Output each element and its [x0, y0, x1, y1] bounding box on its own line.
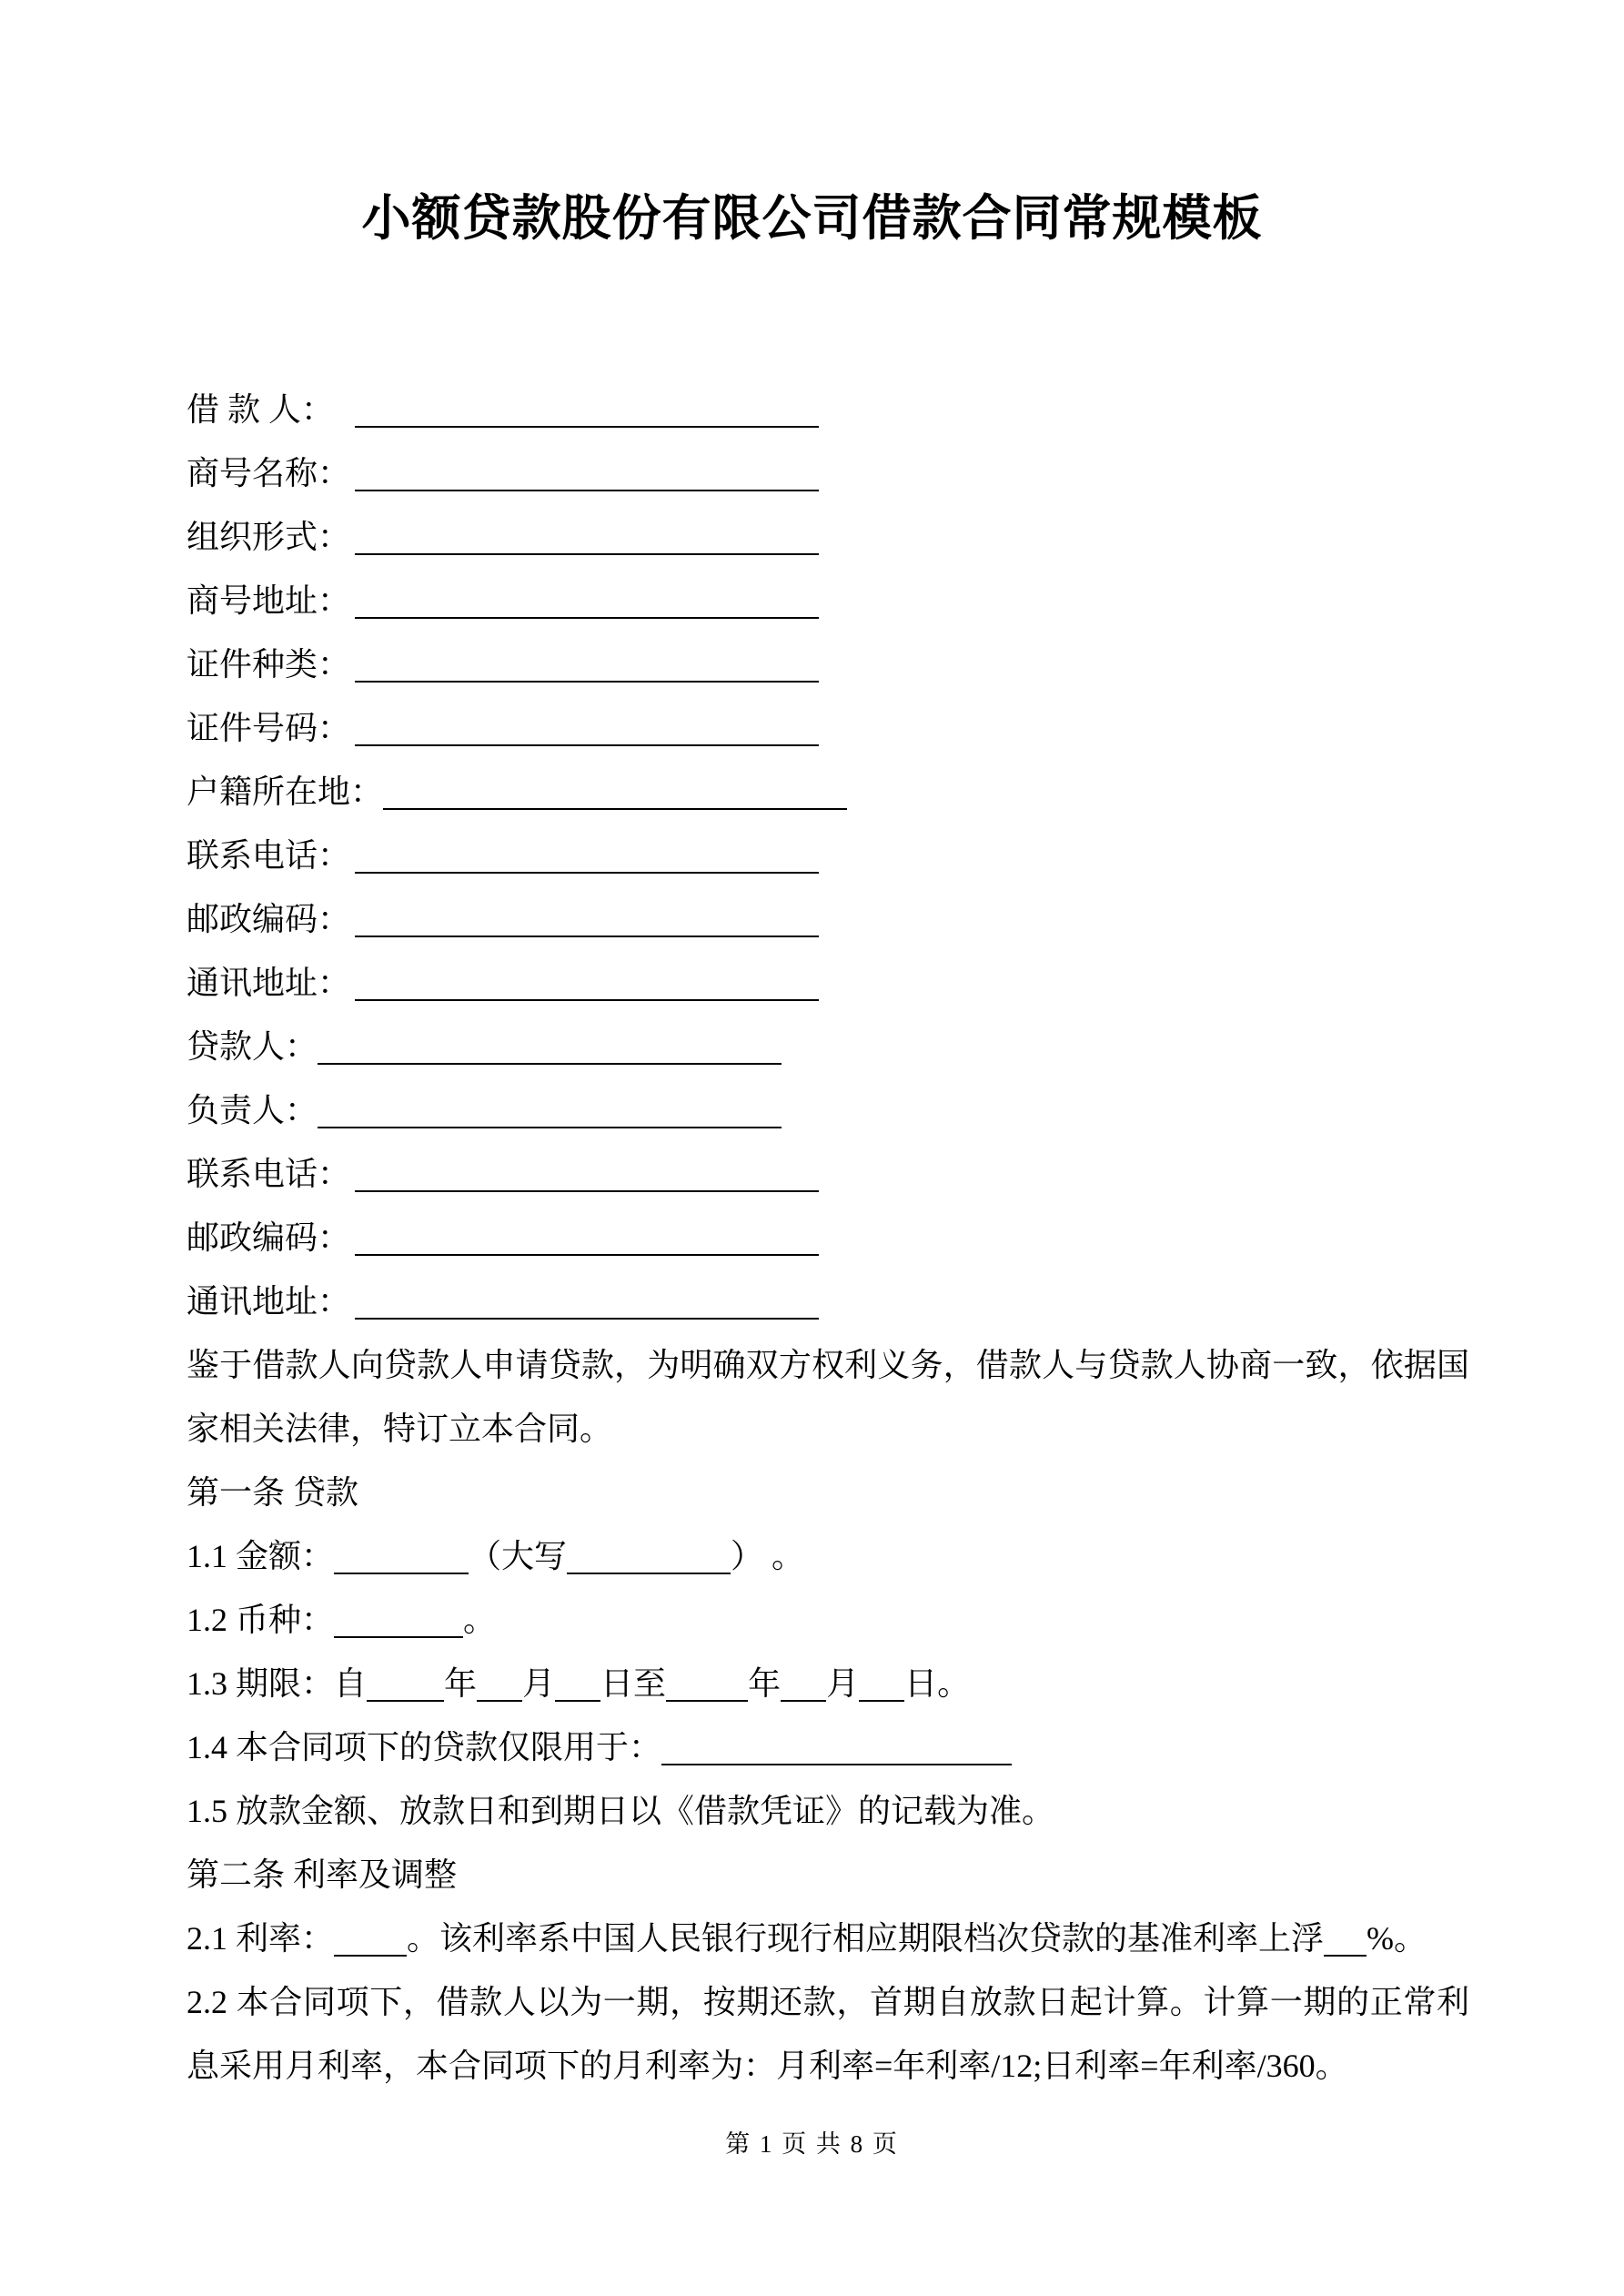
field-blank-line [355, 399, 819, 428]
field-label: 邮政编码： [187, 1219, 351, 1256]
field-blank-line [355, 1290, 819, 1320]
clause-text: 。 [463, 1602, 497, 1638]
clause-text: 日至 [600, 1665, 667, 1702]
blank-line [367, 1673, 444, 1702]
form-field-id-number [187, 696, 1469, 760]
field-label: 户籍所在地： [187, 774, 384, 810]
field-blank-line [318, 1036, 782, 1065]
clause-text: 月 [826, 1665, 860, 1702]
clause-text: 2.1 利率： [187, 1920, 335, 1957]
clause-text: 1.4 本合同项下的贷款仅限用于： [187, 1729, 662, 1765]
blank-line [666, 1673, 748, 1702]
form-field-registered-residence [187, 760, 1469, 824]
document-body [187, 378, 1469, 2098]
field-blank-line [355, 590, 819, 619]
document-title: 小额贷款股份有限公司借款合同常规模板 [361, 191, 1263, 246]
blank-line [781, 1673, 826, 1702]
section-2-heading: 第二条 利率及调整 [187, 1856, 458, 1893]
form-field-business-address [187, 569, 1469, 632]
field-label: 证件号码： [187, 710, 351, 746]
preamble-paragraph: 鉴于借款人向贷款人申请贷款，为明确双方权利义务，借款人与贷款人协商一致，依据国家相关法律，特订立本合同。 [187, 1347, 1469, 1447]
field-blank-line [355, 908, 819, 937]
clause-1-4 [187, 1715, 1469, 1779]
field-label: 贷款人： [187, 1028, 318, 1065]
blank-line [334, 1545, 469, 1574]
field-blank-line [383, 781, 847, 810]
clause-text: 。该利率系中国人民银行现行相应期限档次贷款的基准利率上浮 [407, 1920, 1325, 1957]
field-blank-line [355, 653, 819, 683]
field-blank-line [318, 1099, 782, 1128]
field-label: 组织形式： [187, 519, 351, 555]
field-blank-line [355, 1163, 819, 1192]
clause-text: ） 。 [731, 1538, 805, 1574]
blank-line [334, 1609, 463, 1638]
field-blank-line [355, 845, 819, 874]
field-label: 邮政编码： [187, 901, 351, 937]
blank-line [859, 1673, 904, 1702]
clause-1-2 [187, 1588, 1469, 1652]
clause-1-3 [187, 1652, 1469, 1715]
field-blank-line [355, 462, 819, 491]
clause-text: 日。 [904, 1665, 971, 1702]
section-1-heading: 第一条 贷款 [187, 1474, 359, 1511]
field-label: 通讯地址： [187, 1283, 351, 1320]
field-blank-line [355, 1227, 819, 1256]
field-blank-line [355, 526, 819, 555]
page-number-footer: 第 1 页 共 8 页 [725, 2130, 899, 2158]
form-field-organization-type [187, 505, 1469, 569]
clause-text: 年 [444, 1665, 478, 1702]
clause-text: 1.2 币种： [187, 1602, 335, 1638]
field-label: 联系电话： [187, 1156, 351, 1192]
clause-2-1 [187, 1907, 1469, 1970]
clause-1-5: 1.5 放款金额、放款日和到期日以《借款凭证》的记载为准。 [187, 1793, 1055, 1829]
field-label: 通讯地址： [187, 965, 351, 1001]
form-field-person-in-charge [187, 1078, 1469, 1142]
clause-text: （大写 [469, 1538, 568, 1574]
form-field-postcode-2 [187, 1206, 1469, 1269]
form-field-borrower-name [187, 378, 1469, 441]
blank-line [555, 1673, 600, 1702]
form-field-postcode-1 [187, 887, 1469, 951]
field-label: 证件种类： [187, 646, 351, 683]
blank-line [567, 1545, 731, 1574]
field-blank-line [355, 972, 819, 1001]
form-field-phone-2 [187, 1142, 1469, 1206]
form-field-mailing-address-2 [187, 1269, 1469, 1333]
form-field-lender [187, 1015, 1469, 1078]
blank-line [477, 1673, 522, 1702]
clause-text: 年 [748, 1665, 782, 1702]
form-field-id-type [187, 632, 1469, 696]
blank-line [661, 1736, 1012, 1765]
field-label: 商号名称： [187, 455, 351, 491]
clause-text: 1.1 金额： [187, 1538, 335, 1574]
clause-2-2: 2.2 本合同项下，借款人以为一期，按期还款，首期自放款日起计算。计算一期的正常利息采用月利率，本合同项下的月利率为：月利率=年利率/12;日利率=年利率/360。 [187, 1984, 1469, 2084]
field-label: 联系电话： [187, 837, 351, 874]
blank-line [334, 1927, 407, 1957]
form-field-phone-1 [187, 824, 1469, 887]
field-blank-line [355, 717, 819, 746]
clause-text: %。 [1367, 1920, 1427, 1957]
clause-1-1 [187, 1524, 1469, 1588]
clause-text: 月 [522, 1665, 556, 1702]
field-label: 负责人： [187, 1092, 318, 1128]
clause-text: 1.3 期限：自 [187, 1665, 368, 1702]
field-label: 商号地址： [187, 582, 351, 619]
form-field-mailing-address-1 [187, 951, 1469, 1015]
field-label: 借 款 人： [187, 391, 335, 428]
blank-line [1324, 1927, 1367, 1957]
form-field-business-name [187, 441, 1469, 505]
